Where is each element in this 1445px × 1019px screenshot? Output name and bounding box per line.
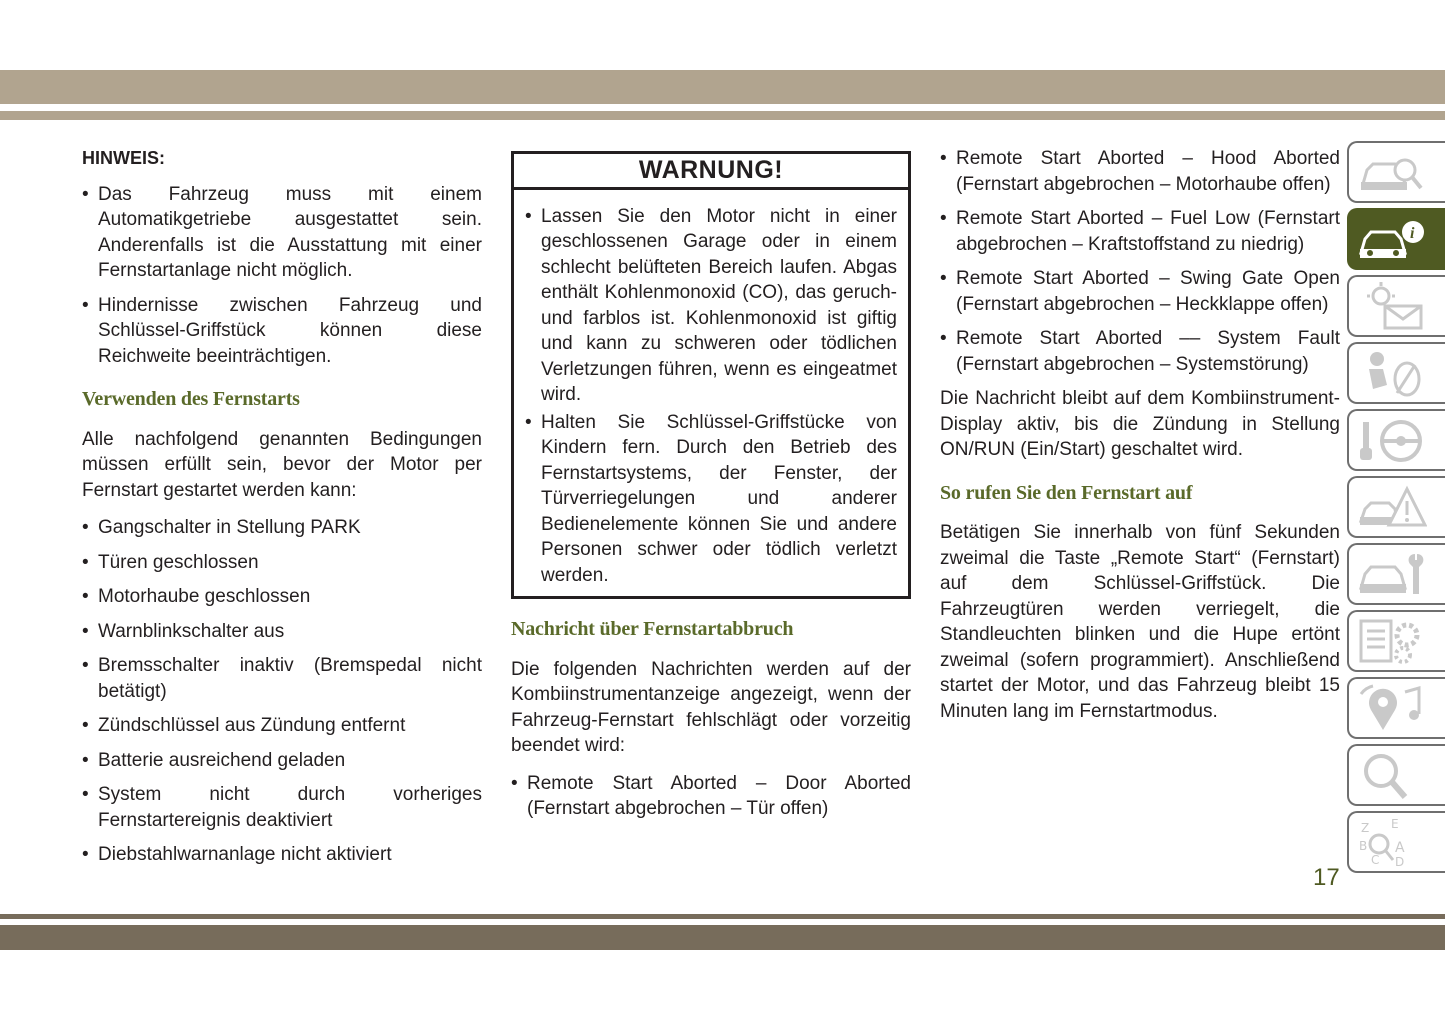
footer-rule [0,914,1445,919]
warning-title: WARNUNG! [514,154,908,190]
column-left [82,146,482,877]
condition-item: • Diebstahlwarnanlage nicht aktiviert [82,842,482,868]
conditions-list [82,515,482,868]
tab-car-info[interactable] [1347,208,1445,270]
column-right [940,146,1340,736]
key-steering-wheel-icon [1357,416,1427,466]
note-item: • Das Fahrzeug muss mit einem Automatikgetriebe ausgestattet sein. Anderenfalls ist die Ausstattung mit einer Fernstartanlage nicht möglich. [82,182,482,284]
alphabetical-index-icon [1357,818,1427,868]
tab-warning-lights[interactable] [1347,275,1445,337]
condition-item: • Batterie ausreichend geladen [82,748,482,774]
svg-text:i: i [1410,225,1415,242]
column-middle [511,146,911,831]
section-heading-activate-remote-start: So rufen Sie den Fernstart auf [940,481,1193,504]
tab-specifications[interactable] [1347,610,1445,672]
car-search-icon [1357,148,1427,198]
condition-item: • System nicht durch vorheriges Fernstartereignis deaktiviert [82,782,482,833]
abort-message-item: • Remote Start Aborted – Fuel Low (Fernstart abgebrochen – Kraftstoffstand zu niedrig) [940,206,1340,257]
svg-text:C: C [1371,853,1380,867]
specifications-gear-icon [1357,617,1427,667]
car-info-icon [1357,215,1427,265]
abort-message-item: • Remote Start Aborted –– System Fault (Fernstart abgebrochen – Systemstörung) [940,326,1340,377]
tab-car-search[interactable] [1347,141,1445,203]
abort-message-item: • Remote Start Aborted – Hood Aborted (Fernstart abgebrochen – Motorhaube offen) [940,146,1340,197]
multimedia-navigation-icon [1357,684,1427,734]
condition-item: • Motorhaube geschlossen [82,584,482,610]
condition-item: • Zündschlüssel aus Zündung entfernt [82,713,482,739]
svg-text:Z: Z [1361,821,1370,835]
page-number: 17 [1313,864,1340,891]
tab-safety[interactable] [1347,342,1445,404]
car-wrench-icon [1357,550,1427,600]
abort-messages-list-continued [940,146,1340,377]
warning-list [514,190,908,597]
svg-text:A: A [1395,840,1405,856]
tab-search[interactable] [1347,744,1445,806]
display-note: Die Nachricht bleibt auf dem Kombiinstrument-Display aktiv, bis die Zündung in Stellung ON/RUN (Ein/Start) geschaltet wird. [940,388,1340,460]
note-item: • Hindernisse zwischen Fahrzeug und Schlüssel-Griffstück können diese Reichweite beeinträchtigen. [82,293,482,370]
section-heading-abort-message: Nachricht über Fernstartabbruch [511,618,794,640]
note-list [82,182,482,370]
condition-item: • Gangschalter in Stellung PARK [82,515,482,541]
svg-text:E: E [1391,818,1399,831]
tab-index[interactable] [1347,811,1445,873]
svg-text:D: D [1395,855,1405,868]
section-intro: Die folgenden Nachrichten werden auf der Kombiinstrumentanzeige angezeigt, wenn der Fahrzeug-Fernstart fehlschlägt oder vorzeitig beendet wird: [511,658,911,756]
header-rule [0,111,1445,120]
section-heading-using-remote-start: Verwenden des Fernstarts [82,388,300,410]
warning-item: • Halten Sie Schlüssel-Griffstücke von Kindern fern. Durch den Betrieb des Fernstartsystems, der Fenster, der Türverriegelungen und anderer Bedienelemente können Sie und andere Personen schwer oder tödlich verletzt werden. [525,410,897,589]
abort-messages-list [511,771,911,822]
header-band [0,70,1445,104]
airbag-seat-icon [1357,349,1427,399]
activation-instructions: Betätigen Sie innerhalb von fünf Sekunden zweimal die Taste „Remote Start“ (Fernstart) auf dem Schlüssel-Griffstück. Die Fahrzeugtüren werden verriegelt, die Standleuchten blinken und die Hupe ertönt zweimal (sofern programmiert). Anschließend startet der Motor, und das Fahrzeug bleibt 15 Minuten lang im Fernstartmodus. [940,522,1340,722]
abort-message-item: • Remote Start Aborted – Swing Gate Open (Fernstart abgebrochen – Heckklappe offen) [940,266,1340,317]
section-intro: Alle nachfolgend genannten Bedingungen müssen erfüllt sein, bevor der Motor per Fernstart gestartet werden kann: [82,428,482,501]
svg-text:B: B [1359,839,1368,853]
warning-item: • Lassen Sie den Motor nicht in einer geschlossenen Garage oder in einem schlecht belüfteten Bereich laufen. Abgas enthält Kohlenmonoxid (CO), das geruch- und farblos ist. Kohlenmonoxid ist giftig und kann zu schweren oder tödlichen Verletzungen führen, wenn es eingeatmet wird. [525,204,897,408]
car-hazard-icon [1357,483,1427,533]
tab-multimedia[interactable] [1347,677,1445,739]
footer-band [0,925,1445,950]
abort-message-item: • Remote Start Aborted – Door Aborted (Fernstart abgebrochen – Tür offen) [511,771,911,822]
tab-starting-operating[interactable] [1347,409,1445,471]
condition-item: • Bremsschalter inaktiv (Bremspedal nicht betätigt) [82,653,482,704]
condition-item: • Türen geschlossen [82,550,482,576]
magnifier-search-icon [1357,751,1427,801]
warning-light-message-icon [1357,282,1427,332]
tab-emergency[interactable] [1347,476,1445,538]
condition-item: • Warnblinkschalter aus [82,619,482,645]
warning-box [511,151,911,599]
note-heading: HINWEIS: [82,148,165,168]
tab-servicing[interactable] [1347,543,1445,605]
